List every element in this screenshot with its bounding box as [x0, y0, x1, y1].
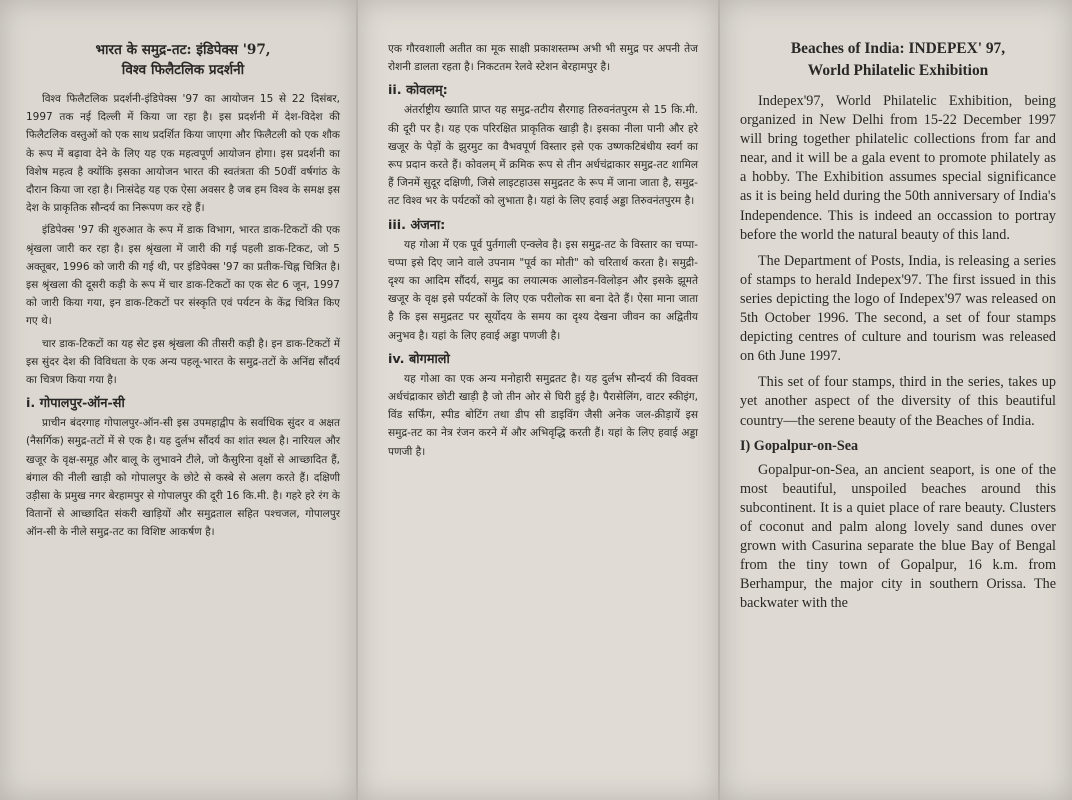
english-panel-right [720, 0, 1072, 800]
hindi-paragraph: यह गोआ में एक पूर्व पुर्तगाली एन्क्लेव है। इस समुद्र-तट के विस्तार का चप्पा-चप्पा इसे दिए जाने वाले उपनाम "पूर्व का मोती" को चरितार्थ करता है। समुद्री-दृश्य का आदिम सौंदर्य, समुद्र का लयात्मक आलोडन-विलोड़न और इसके झूमते खजूर के वृक्ष इसे पर्यटकों के लिए एक परीलोक सा बना देते हैं। ऐसा माना जाता है कि इस समुद्रतट पर सूर्योदय के समय का दृश्य देखना जीवन का अद्वितीय अनुभव है। यहां के लिए हवाई अड्डा पणजी है। [388, 238, 698, 342]
section-heading-kovalam-hindi: ii. कोवलम्: [388, 83, 448, 99]
english-title-line2: World Philatelic Exhibition [807, 62, 989, 79]
hindi-title [26, 40, 340, 80]
section-heading-anjuna-hindi: iii. अंजना: [388, 217, 446, 233]
english-paragraph: Indepex'97, World Philatelic Exhibition, being organized in New Delhi from 15-22 December 1997 will bring together philatelic collections from far and near, and it will be a gala event to promote philately as a hobby. The Exhibition assumes special significance as it is being held during the 50th anniversary of India's Independence. This is indeed an occassion to portray before the world the natural beauty of this land. [740, 93, 1056, 243]
hindi-paragraph: यह गोआ का एक अन्य मनोहारी समुद्रतट है। यह दुर्लभ सौन्दर्य की विवक्त अर्धचंद्राकार छोटी खाड़ी है जो तीन ओर से घिरी हुई है। पैरासेलिंग, वाटर स्कीइंग, विंड सर्फिंग, स्पीड बोटिंग तथा डीप सी डाइविंग जैसी अनेक जल-क्रीड़ायें इस समुद्र-तट का नेत्र रंजन करने में और अभिवृद्धि करती हैं। यहां के लिए हवाई अड्डा पणजी है। [388, 372, 698, 458]
english-title [740, 38, 1056, 82]
hindi-paragraph: इंडिपेक्स '97 की शुरुआत के रूप में डाक विभाग, भारत डाक-टिकटों की एक श्रृंखला जारी कर रहा है। इस श्रृंखला में जारी की गई पहली डाक-टिकट, जो 5 अक्तूबर, 1996 को जारी की गई थी, पर इंडिपेक्स '97 का प्रतीक-चिह्न चित्रित है। इस श्रृंखला की दूसरी कड़ी के रूप में चार डाक-टिकटों का एक सेट 6 जून, 1997 को जारी किया गया, इन डाक-टिकटों पर संस्कृति एवं पर्यटन के केंद्र चित्रित किए गए थे। [26, 224, 340, 328]
english-paragraph: This set of four stamps, third in the series, takes up yet another aspect of the diversity of this beautiful country—the serene beauty of the Beaches of India. [740, 374, 1056, 429]
section-heading-gopalpur: I) Gopalpur-on-Sea [740, 437, 859, 454]
hindi-panel-middle [358, 0, 718, 800]
hindi-paragraph: अंतर्राष्ट्रीय ख्याति प्राप्त यह समुद्र-तटीय सैरगाह तिरुवनंतपुरम से 15 कि.मी. की दूरी पर है। यह एक परिरक्षित प्राकृतिक खाड़ी है। इसका नीला पानी और हरे खजूर के पेड़ों के झुरमुट का वैभवपूर्ण विस्तार इसे एक उष्णकटिबंधीय स्वर्ग का रूप प्रदान करते हैं। कोवलम् में क्रमिक रूप से तीन अर्धचंद्राकार समुद्र-तट शामिल हैं जिनमें सुदूर दक्षिणी, जिसे लाइटहाउस समुद्रतट के रूप में जाना जाता है, समुद्र-तट विश्व भर के पर्यटकों को लुभाता है। यहां के लिए हवाई अड्डा तिरुवनंतपुरम है। [388, 104, 698, 208]
hindi-panel-left [0, 0, 356, 800]
hindi-paragraph: एक गौरवशाली अतीत का मूक साक्षी प्रकाशस्तम्भ अभी भी समुद्र पर अपनी तेज रोशनी डालता रहता है। निकटतम रेलवे स्टेशन बेरहामपुर है। [388, 43, 698, 74]
hindi-paragraph: विश्व फिलैटलिक प्रदर्शनी-इंडिपेक्स '97 का आयोजन 15 से 22 दिसंबर, 1997 तक नई दिल्ली में किया जा रहा है। इस प्रदर्शनी में देश-विदेश की फिलैटलिक वस्तुओं को एक साथ प्रदर्शित किया जाएगा और फिलैटली को एक शौक के रूप में बढ़ावा देने के लिए यह एक महत्वपूर्ण आयोजन होगा। इस प्रदर्शनी का विशेष महत्व है क्योंकि इसका आयोजन भारत की स्वतंत्रता की 50वीं वर्षगांठ के दौरान किया जा रहा है। निःसंदेह यह एक ऐसा अवसर है जब हम विश्व के समक्ष इस देश के प्राकृतिक सौन्दर्य का निरूपण कर रहे हैं। [26, 93, 340, 215]
hindi-title-line2: विश्व फिलैटलिक प्रदर्शनी [121, 62, 245, 78]
section-heading-bogmalo-hindi: iv. बोगमालो [388, 351, 450, 367]
hindi-paragraph: चार डाक-टिकटों का यह सेट इस श्रृंखला की तीसरी कड़ी है। इन डाक-टिकटों में इस सुंदर देश की विविधता के एक अन्य पहलू-भारत के समुद्र-तटों के अनिंद्य सौंदर्य का चित्रण किया गया है। [26, 337, 340, 387]
hindi-paragraph: प्राचीन बंदरगाह गोपालपुर-ऑन-सी इस उपमहाद्वीप के सर्वाधिक सुंदर व अक्षत (नैसर्गिक) समुद्र-तटों में से एक है। यह दुर्लभ सौंदर्य का शांत स्थल है। नारियल और खजूर के वृक्ष-समूह और बालू के लुभावने टीले, जो कैसुरिना वृक्षों से आच्छादित हैं, बंगाल की नीली खाड़ी को गोपालपुर के छोटे से कस्बे से अलग करते हैं। दक्षिणी उड़ीसा के प्रमुख नगर बेरहामपुर से गोपालपुर की दूरी 16 कि.मी. है। गहरे हरे रंग के वितानों से आच्छादित संकरी खाड़ियों और समुद्रताल सहित पश्चजल, गोपालपुर ऑन-सी के नीले समुद्र-तट का विशिष्ट आकर्षण है। [26, 417, 340, 539]
section-heading-gopalpur-hindi: i. गोपालपुर-ऑन-सी [26, 396, 125, 412]
hindi-title-line1: भारत के समुद्र-तट: इंडिपेक्स '97, [95, 42, 271, 58]
english-paragraph: Gopalpur-on-Sea, an ancient seaport, is one of the most beautiful, unspoiled beaches around this subcontinent. It is a quiet place of rare beauty. Clusters of coconut and palm along lovely sand dunes over grown with Casurina separate the blue Bay of Bengal from the tiny town of Gopalpur, 16 k.m. from Berhampur, the major city in southern Orissa. The backwater with the [740, 461, 1056, 612]
english-title-line1: Beaches of India: INDEPEX' 97, [790, 40, 1006, 57]
english-paragraph: The Department of Posts, India, is releasing a series of stamps to herald Indepex'97. The first issued in this series depicting the logo of Indepex'97 was released on 5th October 1996. The second, a set of four stamps depicting centres of culture and tourism was released on 6th June 1997. [740, 252, 1056, 365]
